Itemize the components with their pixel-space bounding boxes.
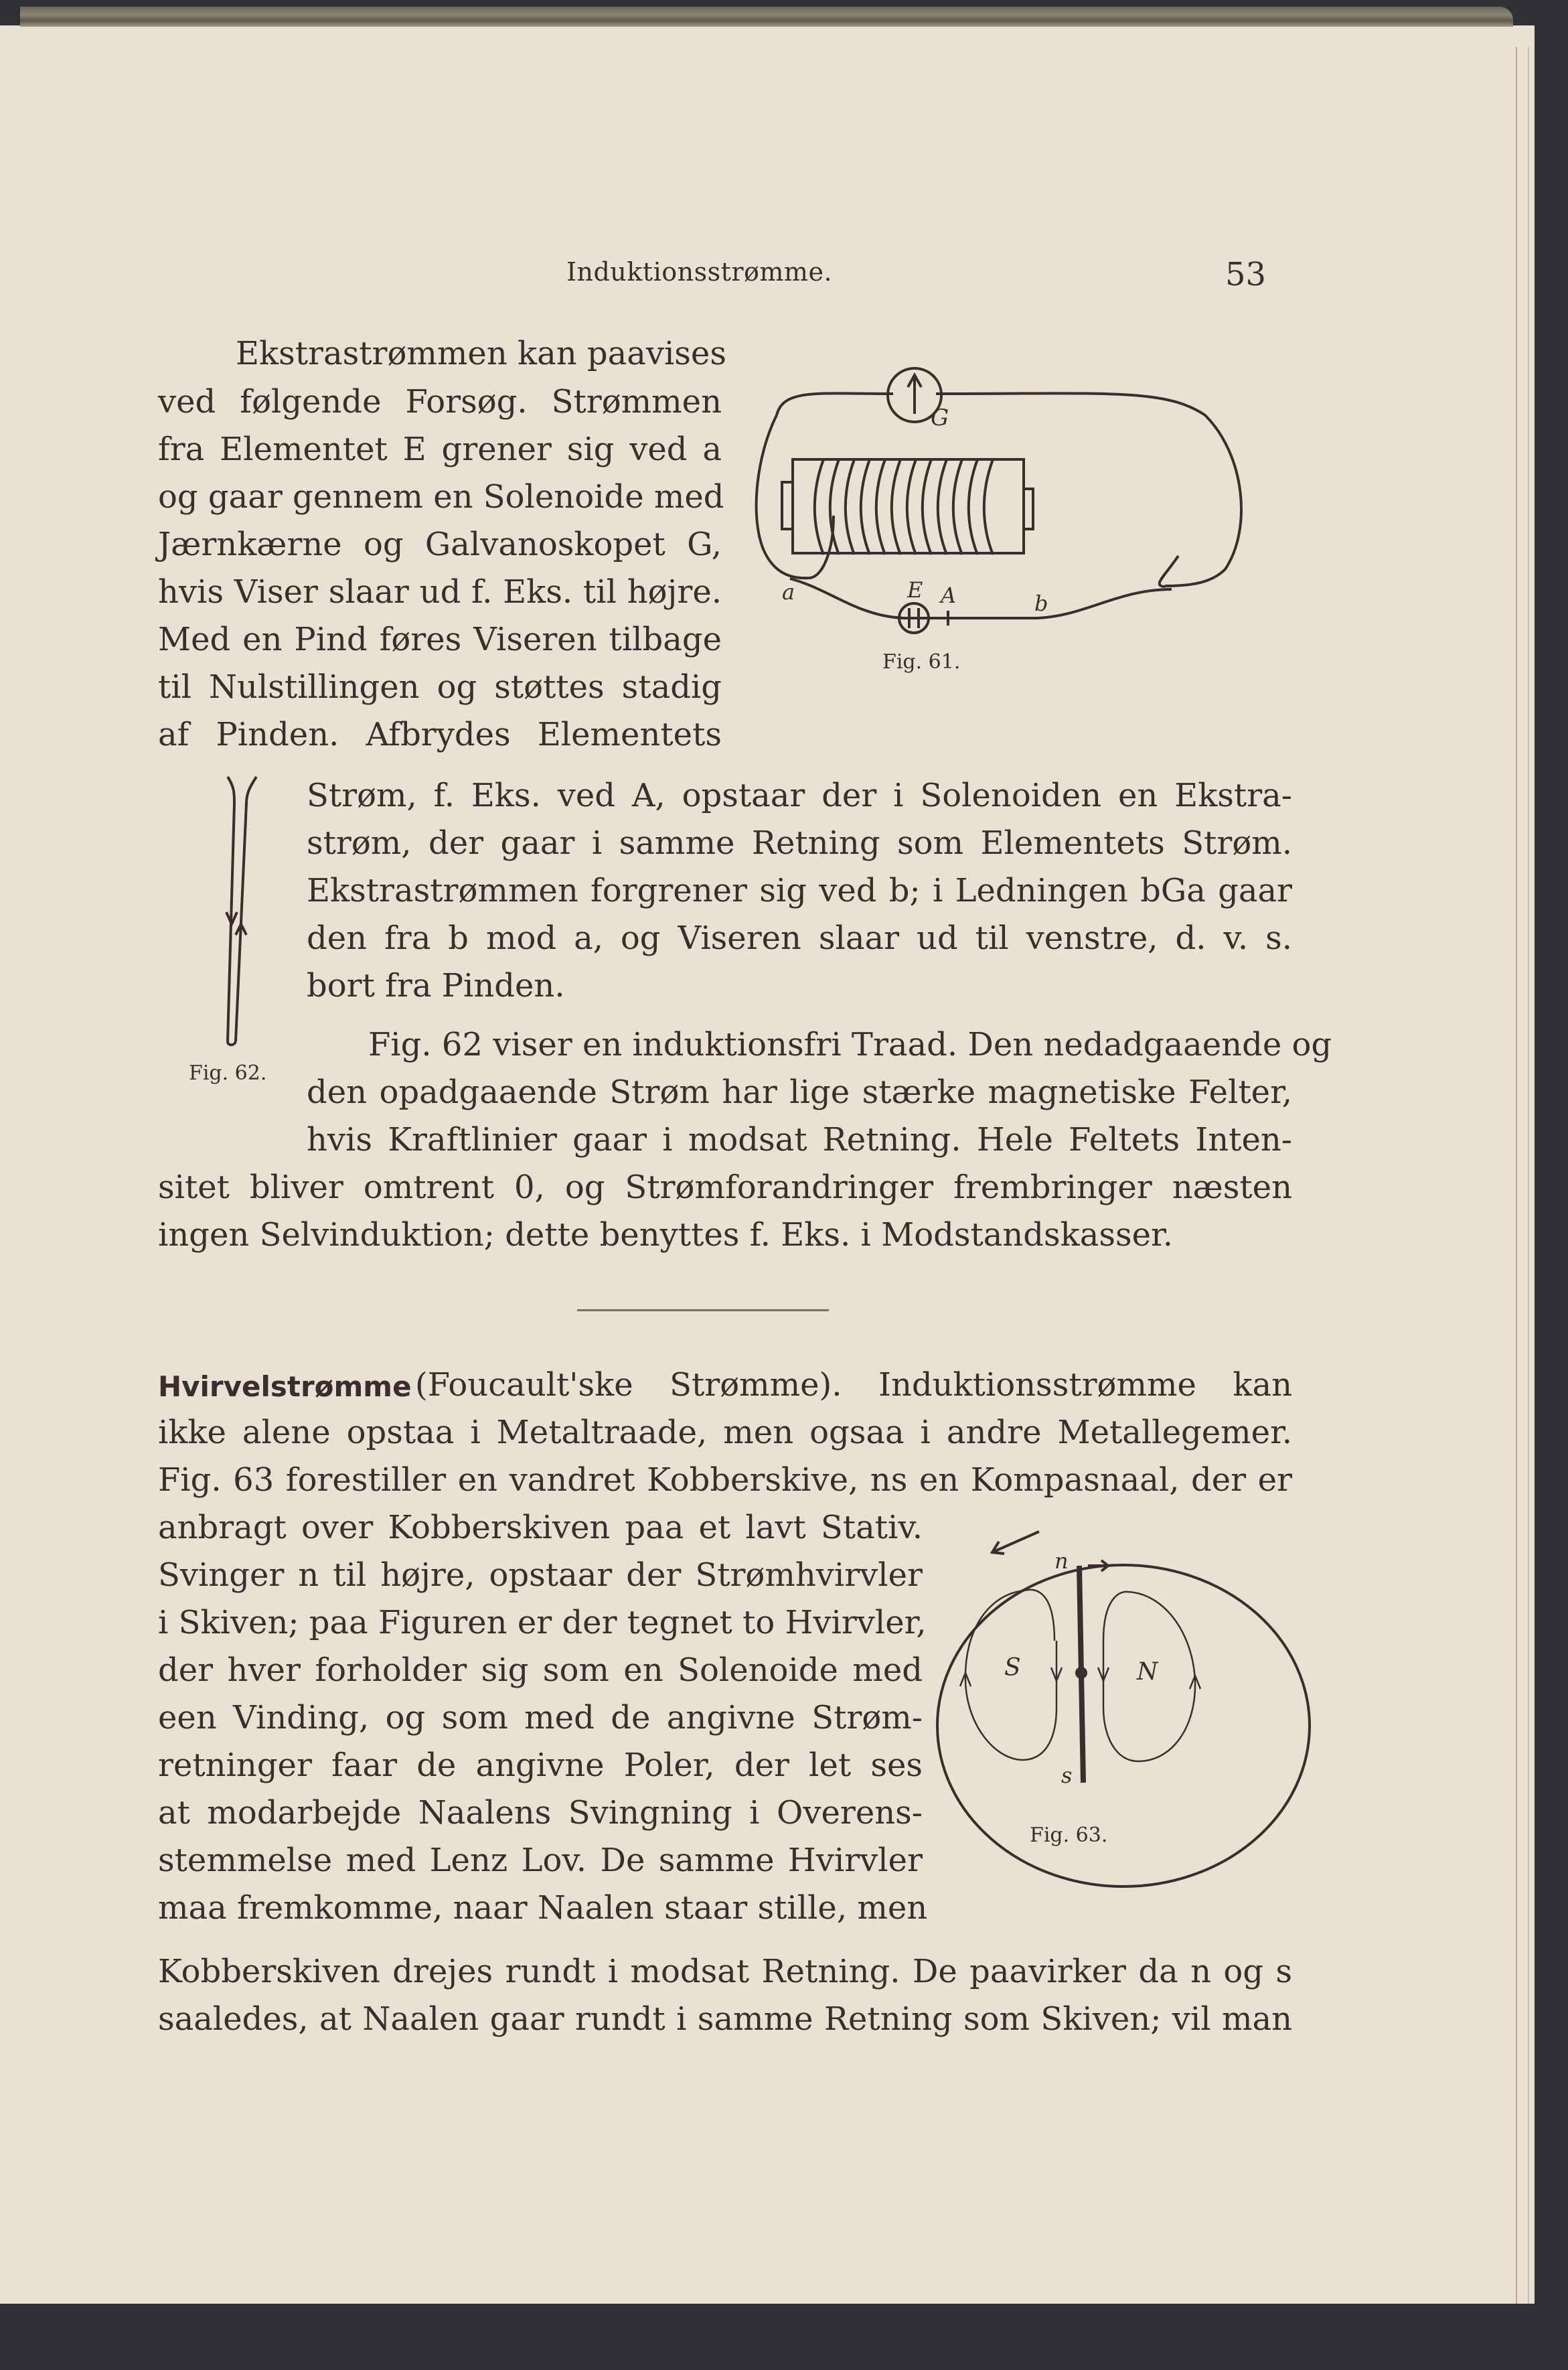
core-end-right — [1024, 489, 1033, 529]
disc-rotation-arrow-icon — [992, 1532, 1039, 1554]
text-line: ingen Selvinduktion; dette benyttes f. Eks. i Modstandskasser. — [158, 1216, 1173, 1254]
wire-down — [228, 777, 236, 1045]
label-s: s — [1061, 1763, 1073, 1788]
needle-pivot — [1075, 1667, 1087, 1679]
text-line: maa fremkomme, naar Naalen staar stille, men — [158, 1889, 928, 1927]
wire-bottom — [790, 556, 1178, 618]
label-A: A — [941, 583, 957, 608]
text-line: Svinger n til højre, opstaar der Strømhvirvler — [158, 1556, 923, 1594]
label-b: b — [1034, 591, 1048, 616]
text-line: Ekstrastrømmen kan paavises — [236, 335, 726, 372]
running-title: Induktionsstrømme. — [566, 257, 833, 287]
text-line: retninger faar de angivne Poler, der let ses — [158, 1747, 923, 1784]
text-line: hvis Viser slaar ud f. Eks. til højre. — [158, 573, 722, 611]
text-line: den opadgaaende Strøm har lige stærke magnetiske Felter, — [307, 1073, 1292, 1111]
section-divider — [577, 1309, 829, 1311]
figure-62-caption: Fig. 62. — [189, 1061, 267, 1085]
text-line: i Skiven; paa Figuren er der tegnet to Hvirvler, — [158, 1604, 927, 1641]
text-line: den fra b mod a, og Viseren slaar ud til venstre, d. v. s. — [307, 919, 1292, 957]
text-line: ikke alene opstaa i Metaltraade, men ogsaa i andre Metallegemer. — [158, 1414, 1292, 1451]
text-line: ved følgende Forsøg. Strømmen — [158, 383, 722, 421]
text-line: Med en Pind føres Viseren tilbage — [158, 621, 722, 658]
figure-63-copper-disc — [924, 1507, 1326, 1935]
coil-windings — [815, 459, 993, 554]
page-stack-right-edge — [1516, 47, 1517, 2310]
figure-61-caption: Fig. 61. — [882, 650, 961, 674]
text-line: fra Elementet E grener sig ved a — [158, 431, 722, 468]
figure-62-inductionfree-wire — [134, 737, 335, 1152]
label-n: n — [1054, 1548, 1069, 1574]
text-line: sitet bliver omtrent 0, og Strømforandringer frembringer næsten — [158, 1169, 1292, 1206]
text-line: strøm, der gaar i samme Retning som Elementets Strøm. — [307, 824, 1292, 862]
text-line: Ekstrastrømmen forgrener sig ved b; i Ledningen bGa gaar — [307, 872, 1292, 909]
text-line: saaledes, at Naalen gaar rundt i samme Retning som Skiven; vil man — [158, 2000, 1292, 2038]
label-S: S — [1004, 1654, 1021, 1682]
label-a: a — [782, 579, 795, 605]
wire-up — [236, 777, 256, 1041]
galvanometer-needle — [908, 375, 921, 414]
needle-swing-arrow-icon — [1088, 1560, 1108, 1571]
label-G: G — [931, 404, 949, 431]
text-line: der hver forholder sig som en Solenoide med — [158, 1651, 923, 1689]
core-end-left — [782, 482, 793, 529]
text-line: og gaar gennem en Solenoide med — [158, 478, 724, 516]
label-N: N — [1137, 1658, 1158, 1686]
text-line: af Pinden. Afbrydes Elementets — [158, 716, 722, 753]
text-line: een Vinding, og som med de angivne Strøm- — [158, 1699, 923, 1736]
text-line: til Nulstillingen og støttes stadig — [158, 668, 722, 706]
text-line: stemmelse med Lenz Lov. De samme Hvirvler — [158, 1842, 923, 1879]
page-stack-top-edge — [20, 7, 1513, 27]
text-line: anbragt over Kobberskiven paa et lavt Stativ. — [158, 1509, 923, 1546]
text-line: bort fra Pinden. — [307, 967, 565, 1005]
page-stack-right-edge — [1528, 47, 1529, 2310]
text-line: Kobberskiven drejes rundt i modsat Retning. De paavirker da n og s — [158, 1953, 1292, 1990]
text-line: Jærnkærne og Galvanoskopet G, — [158, 526, 722, 563]
text-line: (Foucault'ske Strømme). Induktionsstrømme kan — [415, 1366, 1292, 1404]
text-line: Strøm, f. Eks. ved A, opstaar der i Solenoiden en Ekstra- — [307, 777, 1292, 814]
label-E: E — [907, 577, 923, 603]
background-surface — [0, 2304, 1568, 2370]
text-line: at modarbejde Naalens Svingning i Overens- — [158, 1794, 923, 1832]
figure-61-solenoid-circuit — [736, 348, 1306, 763]
text-line: Fig. 62 viser en induktionsfri Traad. Den nedadgaaende og — [368, 1026, 1332, 1063]
copper-disc — [937, 1565, 1310, 1886]
text-line: Fig. 63 forestiller en vandret Kobberskive, ns en Kompasnaal, der er — [158, 1461, 1292, 1499]
text-line: hvis Kraftlinier gaar i modsat Retning. Hele Feltets Inten- — [307, 1121, 1292, 1159]
page-number: 53 — [1225, 256, 1267, 293]
section-heading: Hvirvelstrømme — [158, 1370, 412, 1403]
figure-63-caption: Fig. 63. — [1030, 1824, 1108, 1847]
